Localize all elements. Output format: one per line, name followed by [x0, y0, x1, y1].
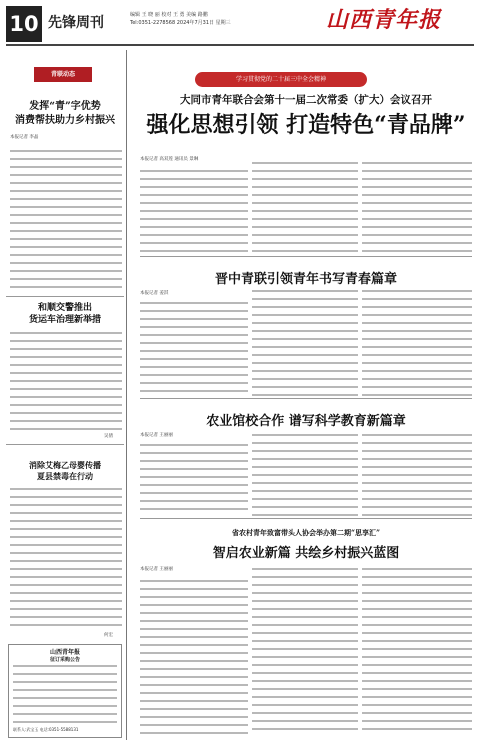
- section-tag: 青联动态: [34, 67, 92, 82]
- story-d-col1: [140, 578, 248, 734]
- section-name: 先锋周刊: [48, 15, 104, 31]
- divider: [6, 296, 124, 297]
- lead-body-col1: [140, 168, 248, 252]
- page-number: 10: [6, 6, 42, 42]
- story1-byline: 本报记者 李晶: [10, 135, 39, 140]
- divider: [140, 256, 472, 257]
- story3-title: [10, 460, 120, 482]
- story-c-col3: [362, 432, 472, 516]
- ad-subtitle: 征订采购公告: [49, 657, 80, 663]
- ad-contact: 联系人:武宝玉 电话:0351-5588131: [13, 727, 79, 732]
- story3-title-line2: 夏县禁毒在行动: [37, 471, 93, 481]
- story-d-headline: 智启农业新篇 共绘乡村振兴蓝图: [212, 546, 400, 561]
- contact-date-line: Tel:0351-2278568 2024年7月31日 星期三: [130, 20, 231, 26]
- story-d-byline: 本报记者 王丽丽: [140, 567, 173, 572]
- story1-body: [10, 148, 122, 294]
- story2-title: [10, 302, 120, 326]
- story1-title-line1: 发挥“青”字优势: [29, 101, 101, 112]
- lead-body-col3: [362, 160, 472, 252]
- masthead-logo: 山西青年报: [326, 7, 442, 33]
- story-d-kicker: 省农村青年致富带头人协会举办第二期“思享汇”: [231, 528, 381, 537]
- divider: [140, 398, 472, 399]
- story-c-byline: 本报记者 王丽丽: [140, 433, 173, 438]
- story2-title-line2: 货运车治理新举措: [28, 315, 101, 325]
- story3-author: 何宏: [104, 633, 113, 638]
- theme-banner: 学习贯彻党的二十届三中全会精神: [195, 72, 367, 87]
- story-b-headline: 晋中青联引领青年书写青春篇章: [214, 272, 397, 287]
- story-c-col2: [252, 432, 358, 516]
- story2-title-line1: 和顺交警推出: [37, 303, 92, 313]
- ad-box: [8, 644, 122, 738]
- story1-title: [10, 100, 120, 128]
- story2-body: [10, 330, 122, 432]
- story-b-col1: [140, 300, 248, 396]
- column-rule: [126, 50, 127, 740]
- header-rule: [6, 44, 474, 46]
- story-b-byline: 本报记者 姜淇: [140, 291, 169, 296]
- header-meta: [130, 11, 320, 27]
- story-b-col3: [362, 288, 472, 396]
- divider: [140, 518, 472, 519]
- ad-body: [13, 663, 117, 723]
- lead-headline: 强化思想引领 打造特色“青品牌”: [146, 112, 466, 138]
- story3-body: [10, 486, 122, 632]
- story-c-headline: 农业馆校合作 谱写科学教育新篇章: [206, 414, 406, 429]
- story-d-col2: [252, 566, 358, 734]
- story1-title-line2: 消费帮扶助力乡村振兴: [15, 115, 115, 126]
- story2-author: 吴倩: [104, 434, 113, 439]
- lead-byline: 本报记者 高双莲 通讯员 景琳: [140, 157, 199, 162]
- lead-body-col2: [252, 160, 358, 252]
- story-c-col1: [140, 442, 248, 516]
- editor-line: 编辑 王 晓 丽 校对 王 勇 美编 路鹏: [130, 12, 208, 18]
- divider: [6, 444, 124, 445]
- lead-kicker: 大同市青年联合会第十一届二次常委（扩大）会议召开: [180, 94, 432, 106]
- story-b-col2: [252, 288, 358, 396]
- story3-title-line1: 消除艾梅乙母婴传播: [29, 460, 101, 470]
- story-d-col3: [362, 566, 472, 734]
- ad-title: 山西青年报: [49, 649, 80, 656]
